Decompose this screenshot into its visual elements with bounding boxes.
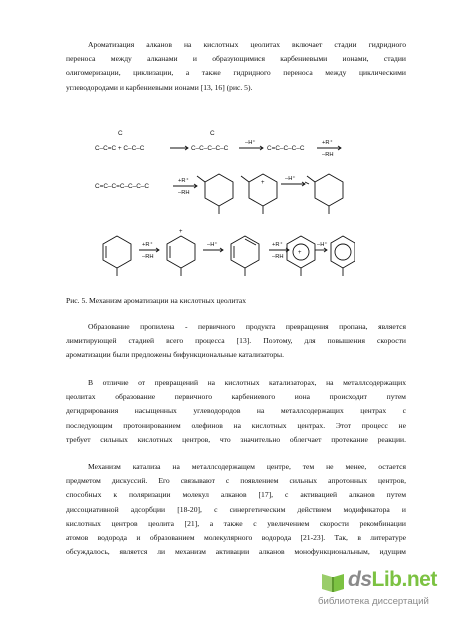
text-line: олигомеризации, циклизации, а также гидридного переноса между циклическими [66, 68, 406, 78]
text-line: лимитирующей стадией всего процесса [13]. Поэтому, для повышения скорости [66, 336, 406, 346]
cyclohexane-ring [315, 174, 343, 206]
text-line: переноса между алканами и образующимися карбениевыми ионами, стадии [66, 54, 406, 64]
text-line: Образование пропилена - первичного продукта превращения пропана, является [88, 322, 406, 331]
charge-label: + [298, 250, 302, 256]
step-label: –H⁺ [285, 176, 296, 182]
text-line: обсуждалось, является ли механизм активации алканов монофункциональным, идущим [66, 547, 406, 557]
watermark-logo: dsLib.net [348, 568, 437, 591]
step-label: –RH [272, 254, 284, 260]
text-line: атомов водорода и образованием молекулярного водорода [21-23]. Так, в литературе [66, 533, 406, 543]
text-line: последующим протонированием олефинов на кислотных центрах. Этот процесс не [66, 420, 406, 430]
dslib-watermark [318, 568, 444, 616]
figure-caption: Рис. 5. Механизм ароматизации на кислотных цеолитах [66, 296, 247, 305]
intermediate-formula: C–C–C–C–C [191, 145, 229, 152]
substituent-label: C [210, 130, 215, 137]
aromatic-circle [335, 244, 351, 260]
paragraph-metal-zeolites [66, 376, 406, 447]
text-line: В отличие от превращений на кислотных катализаторах, на металлсодержащих [88, 378, 406, 387]
step-label: –H⁺ [245, 140, 256, 146]
step-label: –RH [322, 152, 334, 158]
cyclohexadiene-ring [231, 236, 259, 268]
product-formula: C=C–C–C–C [267, 145, 305, 152]
book-icon [320, 570, 346, 594]
cyclohexene-ring [103, 236, 131, 268]
diene-formula: C=C–C=C–C–C–C [95, 183, 149, 190]
text-line: предметом дискуссий. Его связывают с появлением сильных апротонных центров, [66, 476, 406, 486]
paragraph-propylene [66, 320, 406, 363]
step-label: –RH [142, 254, 154, 260]
reactant-formula: C–C=C + C–C–C [95, 145, 145, 152]
charge-label: + [261, 180, 265, 186]
text-line: дегидрирования насыщенных углеводородов на металлсодержащих центрах с [66, 406, 406, 416]
step-label: +R⁺ [178, 178, 189, 184]
text-line: цеолитах образование первичного карбениевого иона происходит путем [66, 392, 406, 402]
cyclohexane-ring [205, 174, 233, 206]
cyclohexane-ring [249, 174, 277, 206]
text-line: Ароматизация алканов на кислотных цеолитах включает стадии гидридного [88, 40, 406, 49]
charge-label: + [179, 229, 183, 235]
text-line: Механизм катализа на металлсодержащем центре, тем не менее, остается [88, 462, 406, 471]
text-line: требует сильных кислотных центров, что значительно облегчает протекание реакции. [66, 434, 406, 444]
step-label: –H⁺ [317, 242, 328, 248]
text-line: углеводородами и карбениевыми ионами [13, 16] (рис. 5). [66, 82, 253, 92]
paragraph-aromatization-intro [66, 38, 406, 95]
cyclohexenyl-ring [167, 236, 195, 268]
step-label: –RH [178, 190, 190, 196]
text-line: диссоциативной адсорбции [18-20], с синергетическим действием модификатора и [66, 504, 406, 514]
step-label: +R⁺ [272, 242, 283, 248]
step-label: –H⁺ [207, 242, 218, 248]
paragraph-mechanism-discussion [66, 460, 406, 559]
text-line: кислотных центров цеолита [21], а также с увеличением скорости рекомбинации [66, 518, 406, 528]
step-label: +R⁺ [322, 140, 333, 146]
step-label: +R⁺ [142, 242, 153, 248]
reaction-scheme [95, 124, 355, 284]
text-line: способных к поляризации молекул алканов [17], с активацией алканов путем [66, 490, 406, 500]
text-line: ароматизации были предложены бифункциональные катализаторы. [66, 350, 285, 360]
substituent-label: C [118, 130, 123, 137]
watermark-subtitle: библиотека диссертаций [318, 596, 429, 607]
